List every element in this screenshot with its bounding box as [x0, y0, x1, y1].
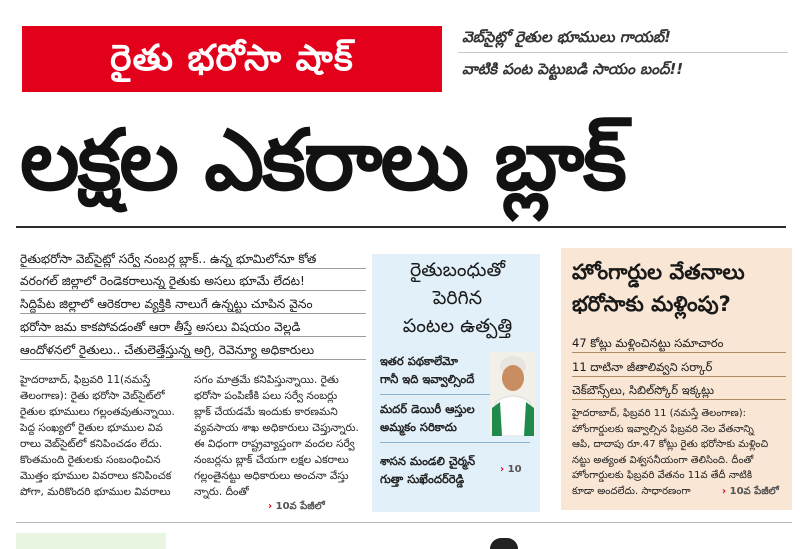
home-guards-lead: 11 దాటినా జీతాలివ్వని సర్కార్	[572, 358, 786, 377]
home-guards-page-ref	[722, 485, 779, 499]
side-story-title: రైతుబంధుతో పెరిగిన పంటల ఉత్పత్తి	[402, 259, 513, 337]
next-story-strip	[16, 533, 166, 549]
article-body-col-1: హైదరాబాద్, ఫిబ్రవరి 11(నమస్తే తెలంగాణ): రైతు భరోసా వెబ్‌సైట్‌లో రైతుల భూములు గల్లంతవుతున్నాయి. పెద్ద సంఖ్యలో రైతుల భూముల వివ రాలు వెబ్‌సైట్‌లో కనిపించడం లేదు. కొంతమంది రైతులకు సంబంధించిన మొత్తం భూముల వివరాలు కనిపించక పోగా, మరికొందరి భూముల వివరాలు	[20, 374, 175, 498]
main-headline: లక్షల ఎకరాలు బ్లాక్	[20, 111, 625, 209]
bottom-rule	[16, 522, 792, 523]
article-body-col-2: సగం మాత్రమే కనిపిస్తున్నాయి. రైతు భరోసా పంపిణీకి పలు సర్వే నంబర్లు బ్లాక్ చేయడమే ఇందుకు కారణమని వ్యవసాయ శాఖ అధికారులు చెప్తున్నారు. ఈ విధంగా రాష్ట్రవ్యాప్తంగా వందల సర్వే నంబర్లను బ్లాక్ చేయగా లక్షల ఎకరాలు గల్లంతైనట్టు అధికారులు అంచనా వేస్తు న్నారు. దీంతో	[194, 374, 359, 498]
next-story-photo-top	[490, 538, 518, 549]
lead-line: సిద్దిపేట జిల్లాలో ఆరెకరాల వ్యక్తికి నాలుగే ఉన్నట్టు చూపిన వైనం	[20, 295, 366, 314]
kicker-banner: రైతు భరోసా షాక్	[22, 26, 442, 92]
side-story-quote: మదర్ డెయిరీ ఆస్తుల అమ్మకం సరికాదు	[380, 402, 475, 434]
lead-line: ఆందోళనలో రైతులు.. చేతులెత్తేస్తున్న అగ్రి, రెవెన్యూ అధికారులు	[20, 341, 366, 360]
side-story-quote: ఇతర పథకాలేమో గానీ ఇది ఇవ్వాల్సిందే	[380, 354, 475, 386]
side-story-byline: శాసన మండలి చైర్మన్ గుత్తా సుఖేందర్‌రెడ్డి	[380, 454, 476, 486]
headline-rule	[16, 226, 786, 228]
home-guards-lead: 47 కోట్లు మళ్లించినట్టు సమాచారం	[572, 334, 786, 353]
side-story-divider	[380, 442, 530, 443]
side-story-page-ref	[500, 464, 522, 475]
continued-label: 10వ పేజీలో	[729, 486, 779, 497]
portrait-photo	[490, 352, 536, 436]
lead-line: భరోసా జమ కాకపోవడంతో ఆరా తీస్తే అసలు విషయం వెల్లడి	[20, 318, 366, 337]
continued-label: 10వ పేజీలో	[275, 501, 325, 512]
page-number: 10	[507, 464, 522, 475]
kicker-divider	[458, 52, 788, 53]
kicker-side-line-2: వాటికి పంట పెట్టుబడి సాయం బంద్!!	[462, 60, 684, 78]
arrow-icon: ›	[268, 501, 273, 512]
home-guards-headline: హోంగార్డుల వేతనాలు భరోసాకు మళ్లింపు?	[572, 260, 745, 316]
home-guards-lead: చెక్‌బౌన్స్‌లు, సిబిల్‌స్కోర్ ఇక్కట్లు	[572, 381, 786, 400]
lead-line: వరంగల్ జిల్లాలో రెండెకరాలున్న రైతుకు అసలు భూమే లేదట!	[20, 272, 366, 291]
lead-line: రైతుభరోసా వెబ్‌సైట్లో సర్వే నంబర్ల బ్లాక్.. ఉన్న భూమిలోనూ కోత	[20, 250, 366, 269]
home-guards-body: హైదరాబాద్, ఫిబ్రవరి 11 (నమస్తే తెలంగాణ): హోంగార్డులకు ఇవ్వాల్సిన ఫిబ్రవరి నెల వేతనాన్ని ఆపి, దాదాపు రూ.47 కోట్లు రైతు భరోసాకు మళ్లించి నట్టు అత్యంత విశ్వసనీయంగా తెలిసింది. దీంతో హోంగార్డులకు ఫిబ్రవరి వేతనం 11వ తేదీ నాటికి కూడా అందలేదు. సాధారణంగా	[572, 408, 769, 497]
kicker-side-line-1: వెబ్‌సైట్లో రైతుల భూములు గాయబ్!	[462, 28, 671, 46]
arrow-icon: ›	[500, 464, 505, 475]
continued-page-ref	[268, 500, 325, 514]
arrow-icon: ›	[722, 486, 727, 497]
